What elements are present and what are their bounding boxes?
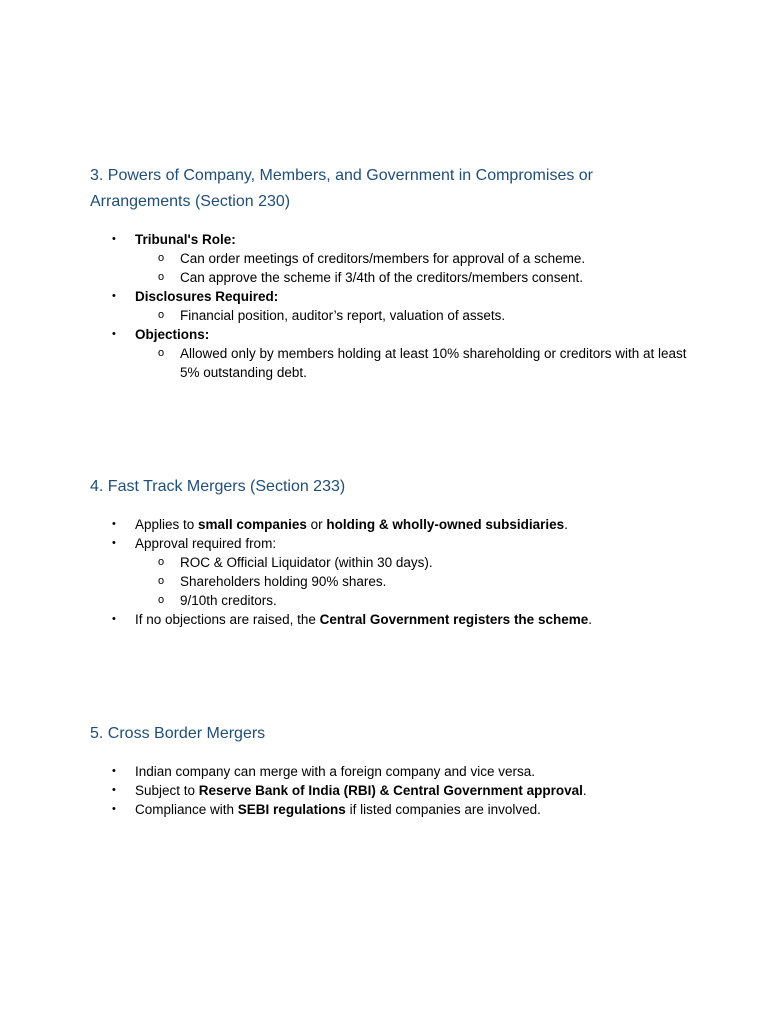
sub-list [135, 249, 690, 287]
item-label: Tribunal's Role: [135, 232, 236, 247]
section-5 [90, 721, 690, 819]
sub-list [135, 344, 690, 382]
list-item [90, 287, 690, 325]
sub-item-text: Can order meetings of creditors/members for approval of a scheme. [180, 251, 586, 266]
item-bold-text: Reserve Bank of India (RBI) & Central Government approval [198, 783, 583, 798]
section-5-list [90, 762, 690, 819]
section-3-list [90, 230, 690, 382]
sub-bullet-icon: o [158, 271, 165, 283]
sub-bullet-icon: o [158, 594, 165, 606]
section-4 [90, 474, 690, 629]
list-item [90, 515, 690, 534]
sub-list-item [135, 591, 690, 610]
item-label: Objections: [135, 327, 210, 342]
sub-list-item [135, 344, 690, 382]
sub-list-item [135, 553, 690, 572]
sub-item-text: Allowed only by members holding at least 10% shareholding or creditors with at least 5% outstanding debt. [180, 346, 687, 380]
sub-list [135, 306, 690, 325]
sub-bullet-icon: o [158, 309, 165, 321]
item-bold-text: small companies [198, 517, 307, 532]
bullet-icon: • [112, 537, 116, 549]
bullet-icon: • [112, 784, 116, 796]
section-4-list [90, 515, 690, 629]
list-item [90, 762, 690, 781]
sub-list-item [135, 249, 690, 268]
sub-list-item [135, 306, 690, 325]
bullet-icon: • [112, 613, 116, 625]
list-item [90, 534, 690, 610]
section-3 [90, 163, 690, 382]
sub-item-text: Shareholders holding 90% shares. [180, 574, 387, 589]
list-item [90, 610, 690, 629]
item-text: if listed companies are involved. [345, 802, 541, 817]
item-text: Applies to [135, 517, 199, 532]
item-label: Disclosures Required: [135, 289, 279, 304]
section-4-heading: 4. Fast Track Mergers (Section 233) [90, 478, 346, 495]
list-item [90, 800, 690, 819]
item-text: Subject to [135, 783, 199, 798]
list-item [90, 230, 690, 287]
item-bold-text: SEBI regulations [237, 802, 346, 817]
item-bold-text: holding & wholly-owned subsidiaries [326, 517, 565, 532]
sub-list [135, 553, 690, 610]
sub-bullet-icon: o [158, 556, 165, 568]
list-item [90, 781, 690, 800]
list-item [90, 325, 690, 382]
item-text: . [588, 612, 592, 627]
item-text: Approval required from: [135, 536, 277, 551]
item-text: or [306, 517, 327, 532]
sub-item-text: ROC & Official Liquidator (within 30 days). [180, 555, 433, 570]
bullet-icon: • [112, 328, 116, 340]
sub-bullet-icon: o [158, 347, 165, 359]
item-text: . [564, 517, 568, 532]
bullet-icon: • [112, 518, 116, 530]
item-text: Compliance with [135, 802, 238, 817]
item-text: Indian company can merge with a foreign company and vice versa. [135, 764, 535, 779]
item-text: . [582, 783, 587, 798]
item-bold-text: Central Government registers the scheme [319, 612, 589, 627]
bullet-icon: • [112, 765, 116, 777]
sub-list-item [135, 268, 690, 287]
sub-bullet-icon: o [158, 252, 165, 264]
section-3-heading: 3. Powers of Company, Members, and Government in Compromises or Arrangements (Section 230) [90, 167, 594, 210]
sub-list-item [135, 572, 690, 591]
sub-item-text: Financial position, auditor’s report, valuation of assets. [180, 308, 506, 323]
bullet-icon: • [112, 290, 116, 302]
bullet-icon: • [112, 233, 116, 245]
sub-item-text: 9/10th creditors. [180, 593, 277, 608]
section-5-heading: 5. Cross Border Mergers [90, 725, 266, 742]
item-text: If no objections are raised, the [135, 612, 320, 627]
bullet-icon: • [112, 803, 116, 815]
sub-item-text: Can approve the scheme if 3/4th of the creditors/members consent. [180, 270, 583, 285]
sub-bullet-icon: o [158, 575, 165, 587]
